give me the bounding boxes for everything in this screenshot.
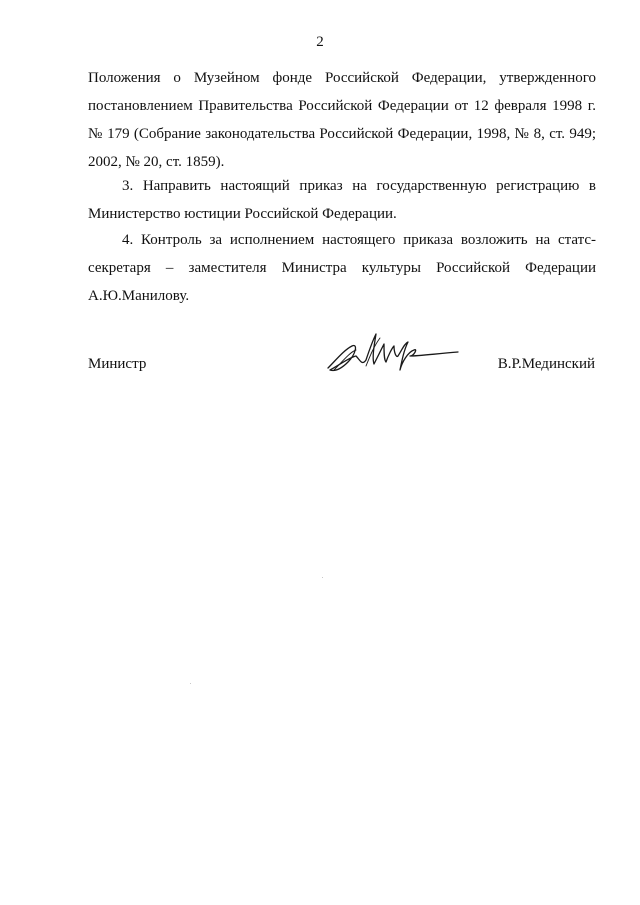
paragraph-item-4: 4. Контроль за исполнением настоящего приказа возложить на статс-секретаря – заместителя Министра культуры Российской Федерации А.Ю.Манилову. xyxy=(88,232,596,304)
signatory-name: В.Р.Мединский xyxy=(497,356,595,372)
page-number: 2 xyxy=(316,34,324,50)
paragraph-item-3: 3. Направить настоящий приказ на государственную регистрацию в Министерство юстиции Российской Федерации. xyxy=(88,178,596,222)
scan-speck xyxy=(322,577,323,578)
signatory-title: Министр xyxy=(88,356,147,372)
scan-speck xyxy=(190,683,191,684)
paragraph-continuation: Положения о Музейном фонде Российской Федерации, утвержденного постановлением Правительства Российской Федерации от 12 февраля 1998 г. № 179 (Собрание законодательства Российской Федерации, 1998, № 8, ст. 949; 2002, № 20, ст. 1859). xyxy=(88,70,596,170)
handwritten-signature-icon xyxy=(322,326,462,382)
